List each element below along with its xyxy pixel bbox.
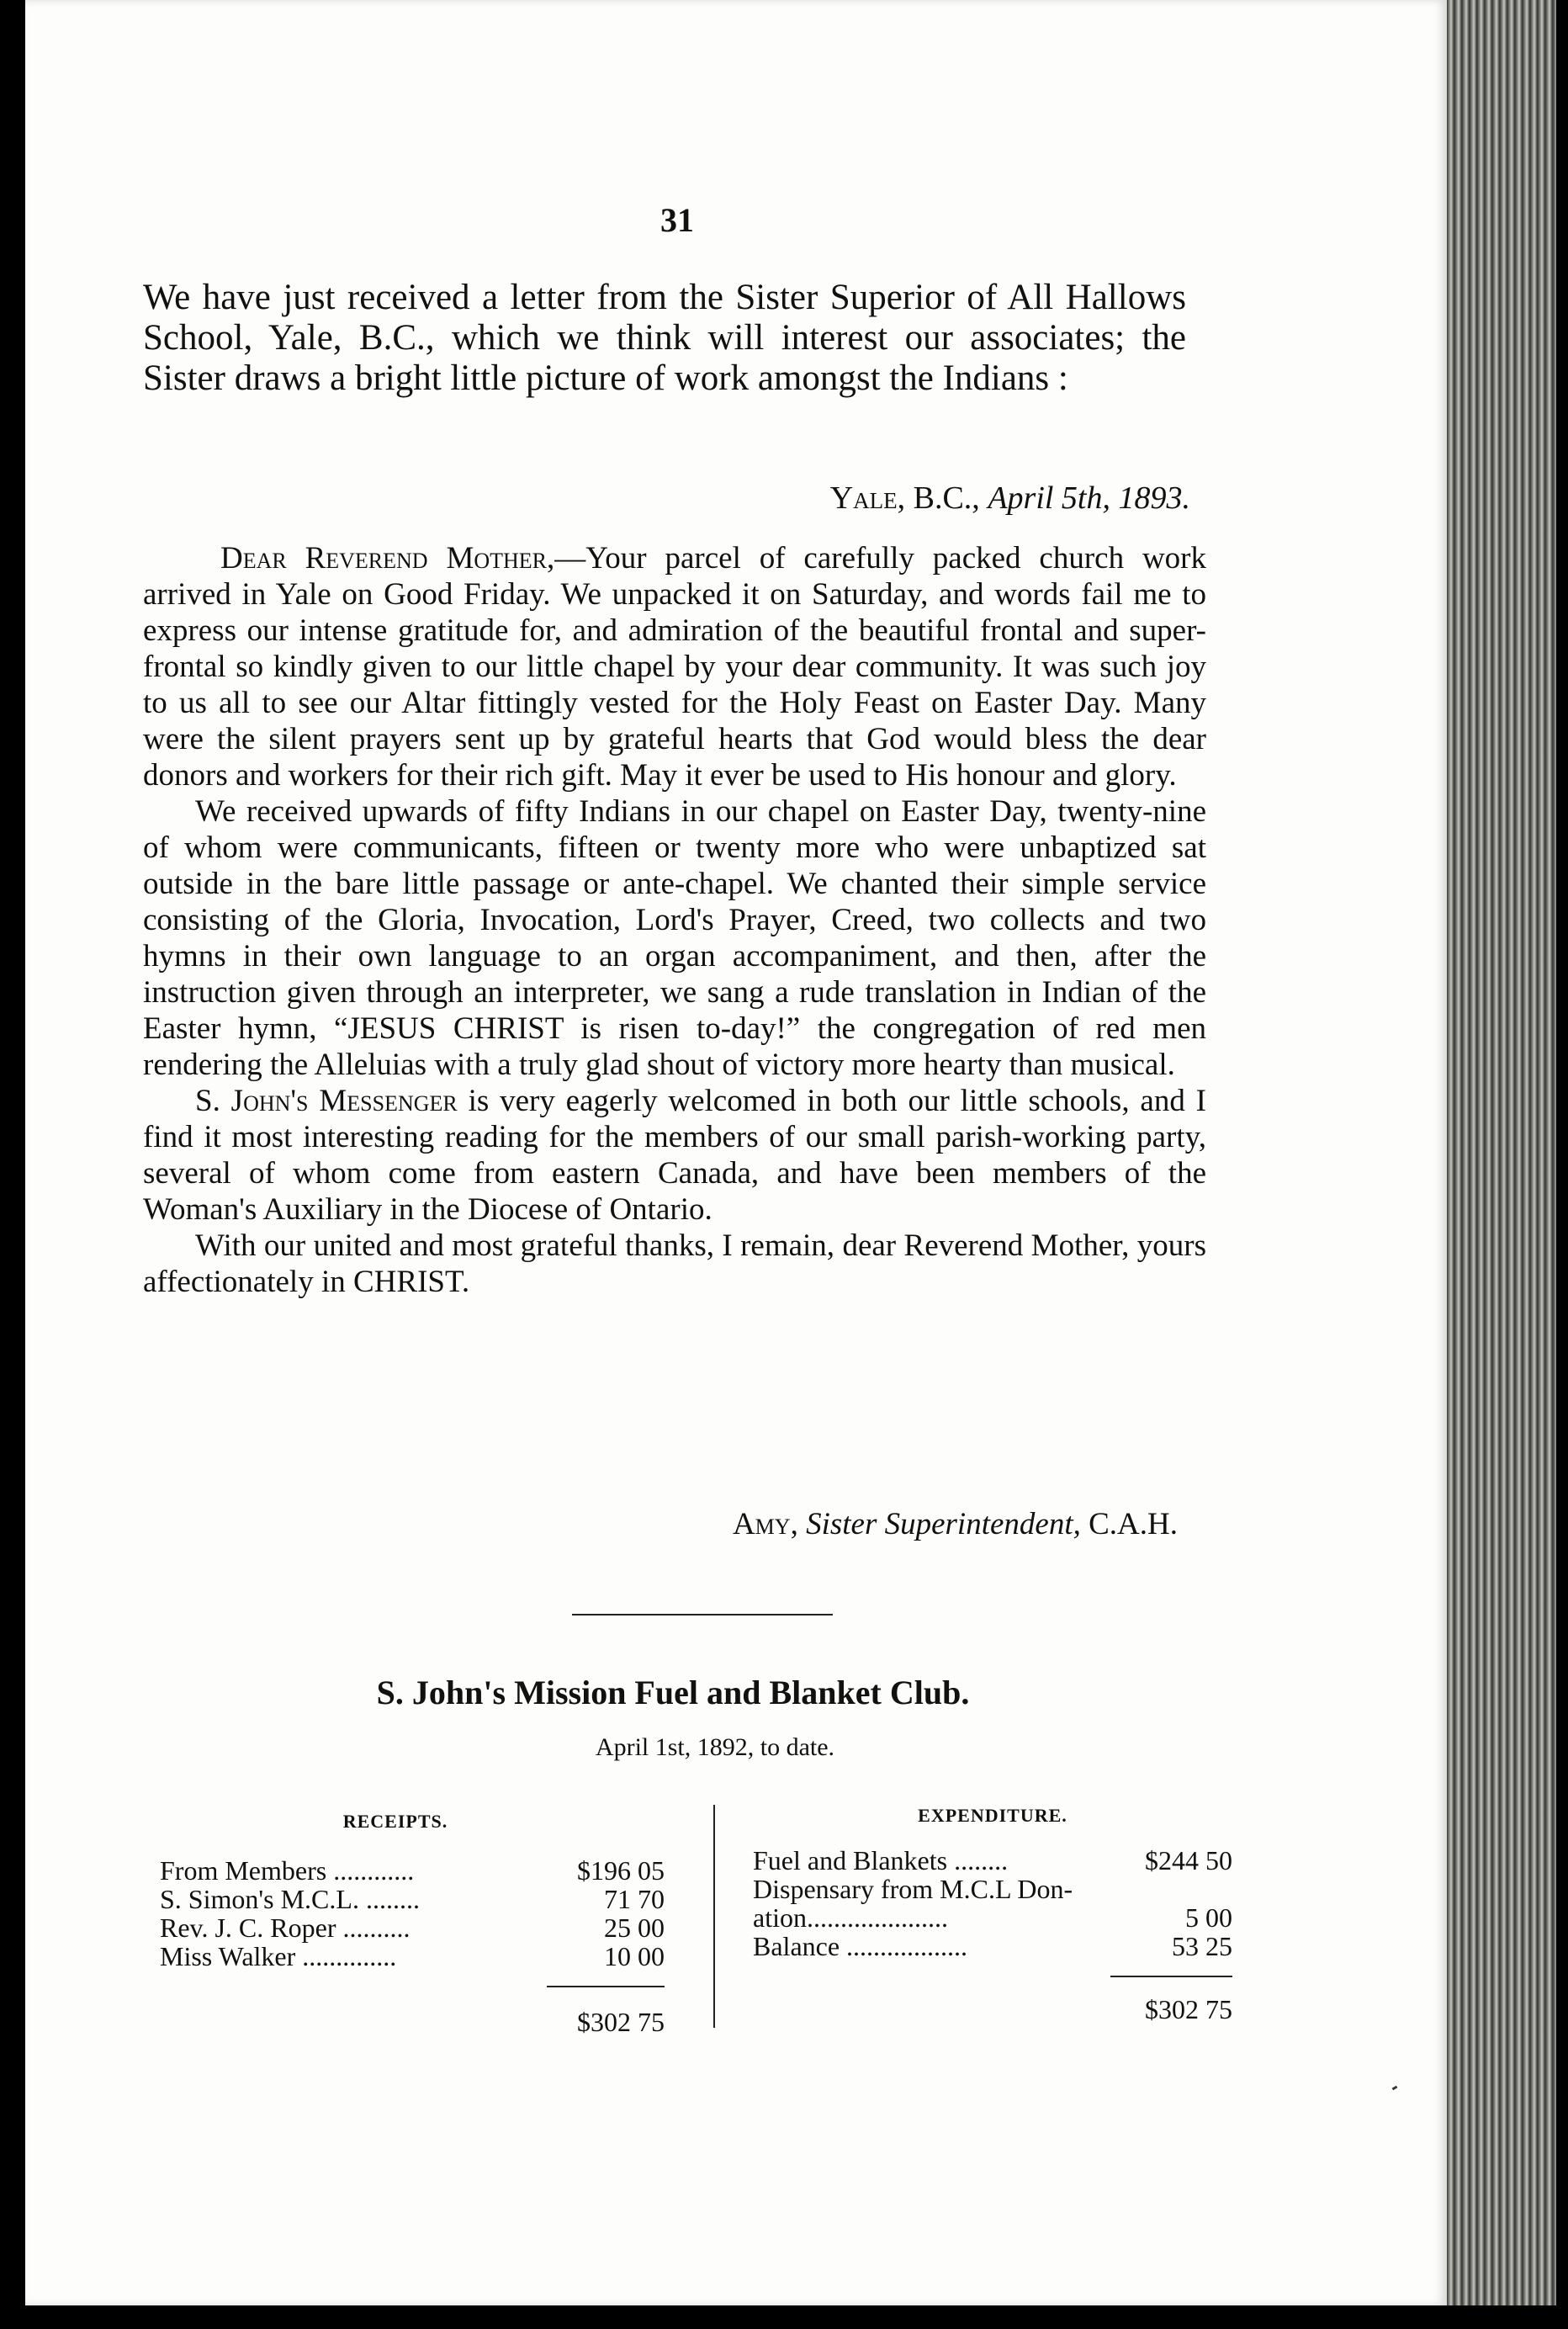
expenditure-row-amount: 53 25 — [1172, 1931, 1232, 1961]
receipts-row — [160, 1856, 665, 1885]
expenditure-row — [753, 1932, 1232, 1960]
receipts-heading: RECEIPTS. — [342, 1811, 448, 1832]
receipts-total-rule — [547, 1986, 665, 1987]
ledger-column-divider — [713, 1805, 715, 2028]
receipts-row-label: Miss Walker .............. — [160, 1941, 397, 1971]
expenditure-row — [753, 1903, 1232, 1932]
receipts-row-label: S. Simon's M.C.L. ........ — [160, 1884, 420, 1914]
receipts-row-label: From Members ............ — [160, 1855, 415, 1886]
receipts-row-amount: $196 05 — [577, 1855, 665, 1886]
letter-signature — [471, 1506, 1178, 1542]
letter-paragraph-3 — [143, 1083, 1206, 1228]
receipts-row-amount: 10 00 — [604, 1941, 665, 1971]
expenditure-heading: EXPENDITURE. — [918, 1805, 1067, 1826]
expenditure-row-label: Balance .................. — [753, 1931, 968, 1961]
expenditure-table — [753, 1846, 1232, 1960]
page-edge-stack — [1447, 0, 1556, 2329]
expenditure-row-label: Dispensary from M.C.L Don- — [753, 1874, 1073, 1904]
letter-paragraph-3-text: is very eagerly welcomed in both our little schools, and I find it most interesting reading for the members of our small parish-working party, several of whom come from eastern Canada, and have been members of the Woman's Auxiliary in the Diocese of Ontario. — [143, 1084, 1206, 1227]
letter-paragraph-1 — [143, 540, 1206, 793]
receipts-table — [160, 1856, 665, 1971]
letter-dateline — [589, 480, 1190, 517]
expenditure-row — [753, 1846, 1232, 1875]
ink-speck — [1392, 2086, 1398, 2091]
scan-border — [0, 2305, 1568, 2329]
letter-paragraph-2: We received upwards of fifty Indians in our chapel on Easter Day, twenty-nine of whom were communicants, fifteen or twenty more who were unbaptized sat outside in the bare little passage or ante-chapel. We chanted their simple service consisting of the Gloria, Invocation, Lord's Prayer, Creed, two collects and two hymns in their own language to an organ accompaniment, and then, after the instruction given through an interpreter, we sang a rude translation in Indian of the Easter hymn, “JESUS CHRIST is risen to-day!” the congregation of red men rendering the Alleluias with a truly glad shout of victory more hearty than musical. — [143, 794, 1206, 1082]
expenditure-row-amount: 5 00 — [1185, 1902, 1232, 1933]
section-divider — [572, 1614, 833, 1615]
club-subtitle: April 1st, 1892, to date. — [595, 1733, 835, 1761]
receipts-row-label: Rev. J. C. Roper .......... — [160, 1913, 411, 1943]
receipts-row — [160, 1942, 665, 1971]
letter-body — [143, 540, 1206, 1300]
receipts-row — [160, 1885, 665, 1913]
receipts-total: $302 75 — [577, 2007, 665, 2037]
signature-name: Amy, — [732, 1507, 798, 1541]
letter-salutation: Dear Reverend Mother, — [220, 541, 555, 576]
expenditure-total: $302 75 — [1145, 1994, 1232, 2024]
letter-paragraph-1-text: —Your parcel of carefully packed church work arrived in Yale on Good Friday. We unpacked it on Saturday, and words fail me to express our intense gratitude for, and admiration of the beautiful frontal and super-frontal so kindly given to our little chapel by your dear community. It was such joy to us all to see our Altar fittingly vested for the Holy Feast on Easter Day. Many were the silent prayers sent up by grateful hearts that God would bless the dear donors and workers for their rich gift. May it ever be used to His honour and glory. — [143, 541, 1206, 793]
club-title: S. John's Mission Fuel and Blanket Club. — [376, 1674, 970, 1711]
dateline-place: Yale, B.C., — [829, 480, 980, 516]
expenditure-total-rule — [1110, 1976, 1232, 1977]
dateline-date: April 5th, 1893. — [988, 480, 1190, 516]
letter-paragraph-4: With our united and most grateful thanks, I remain, dear Reverend Mother, yours affectionately in CHRIST. — [143, 1228, 1206, 1299]
receipts-row-amount: 71 70 — [604, 1884, 665, 1914]
signature-title: Sister Superintendent, — [806, 1507, 1081, 1541]
intro-paragraph: We have just received a letter from the Sister Superior of All Hallows School, Yale, B.C., which we think will interest our associates; the Sister draws a bright little picture of work amongst the Indians : — [143, 278, 1186, 398]
expenditure-row-label: Fuel and Blankets ........ — [753, 1845, 1009, 1875]
receipts-row-amount: 25 00 — [604, 1913, 665, 1943]
page-number: 31 — [660, 201, 694, 239]
receipts-row — [160, 1913, 665, 1942]
signature-suffix: C.A.H. — [1089, 1507, 1178, 1541]
expenditure-row-label: ation..................... — [753, 1902, 948, 1933]
expenditure-row — [753, 1875, 1232, 1903]
expenditure-row-amount: $244 50 — [1145, 1845, 1232, 1875]
messenger-title: S. John's Messenger — [195, 1084, 458, 1118]
